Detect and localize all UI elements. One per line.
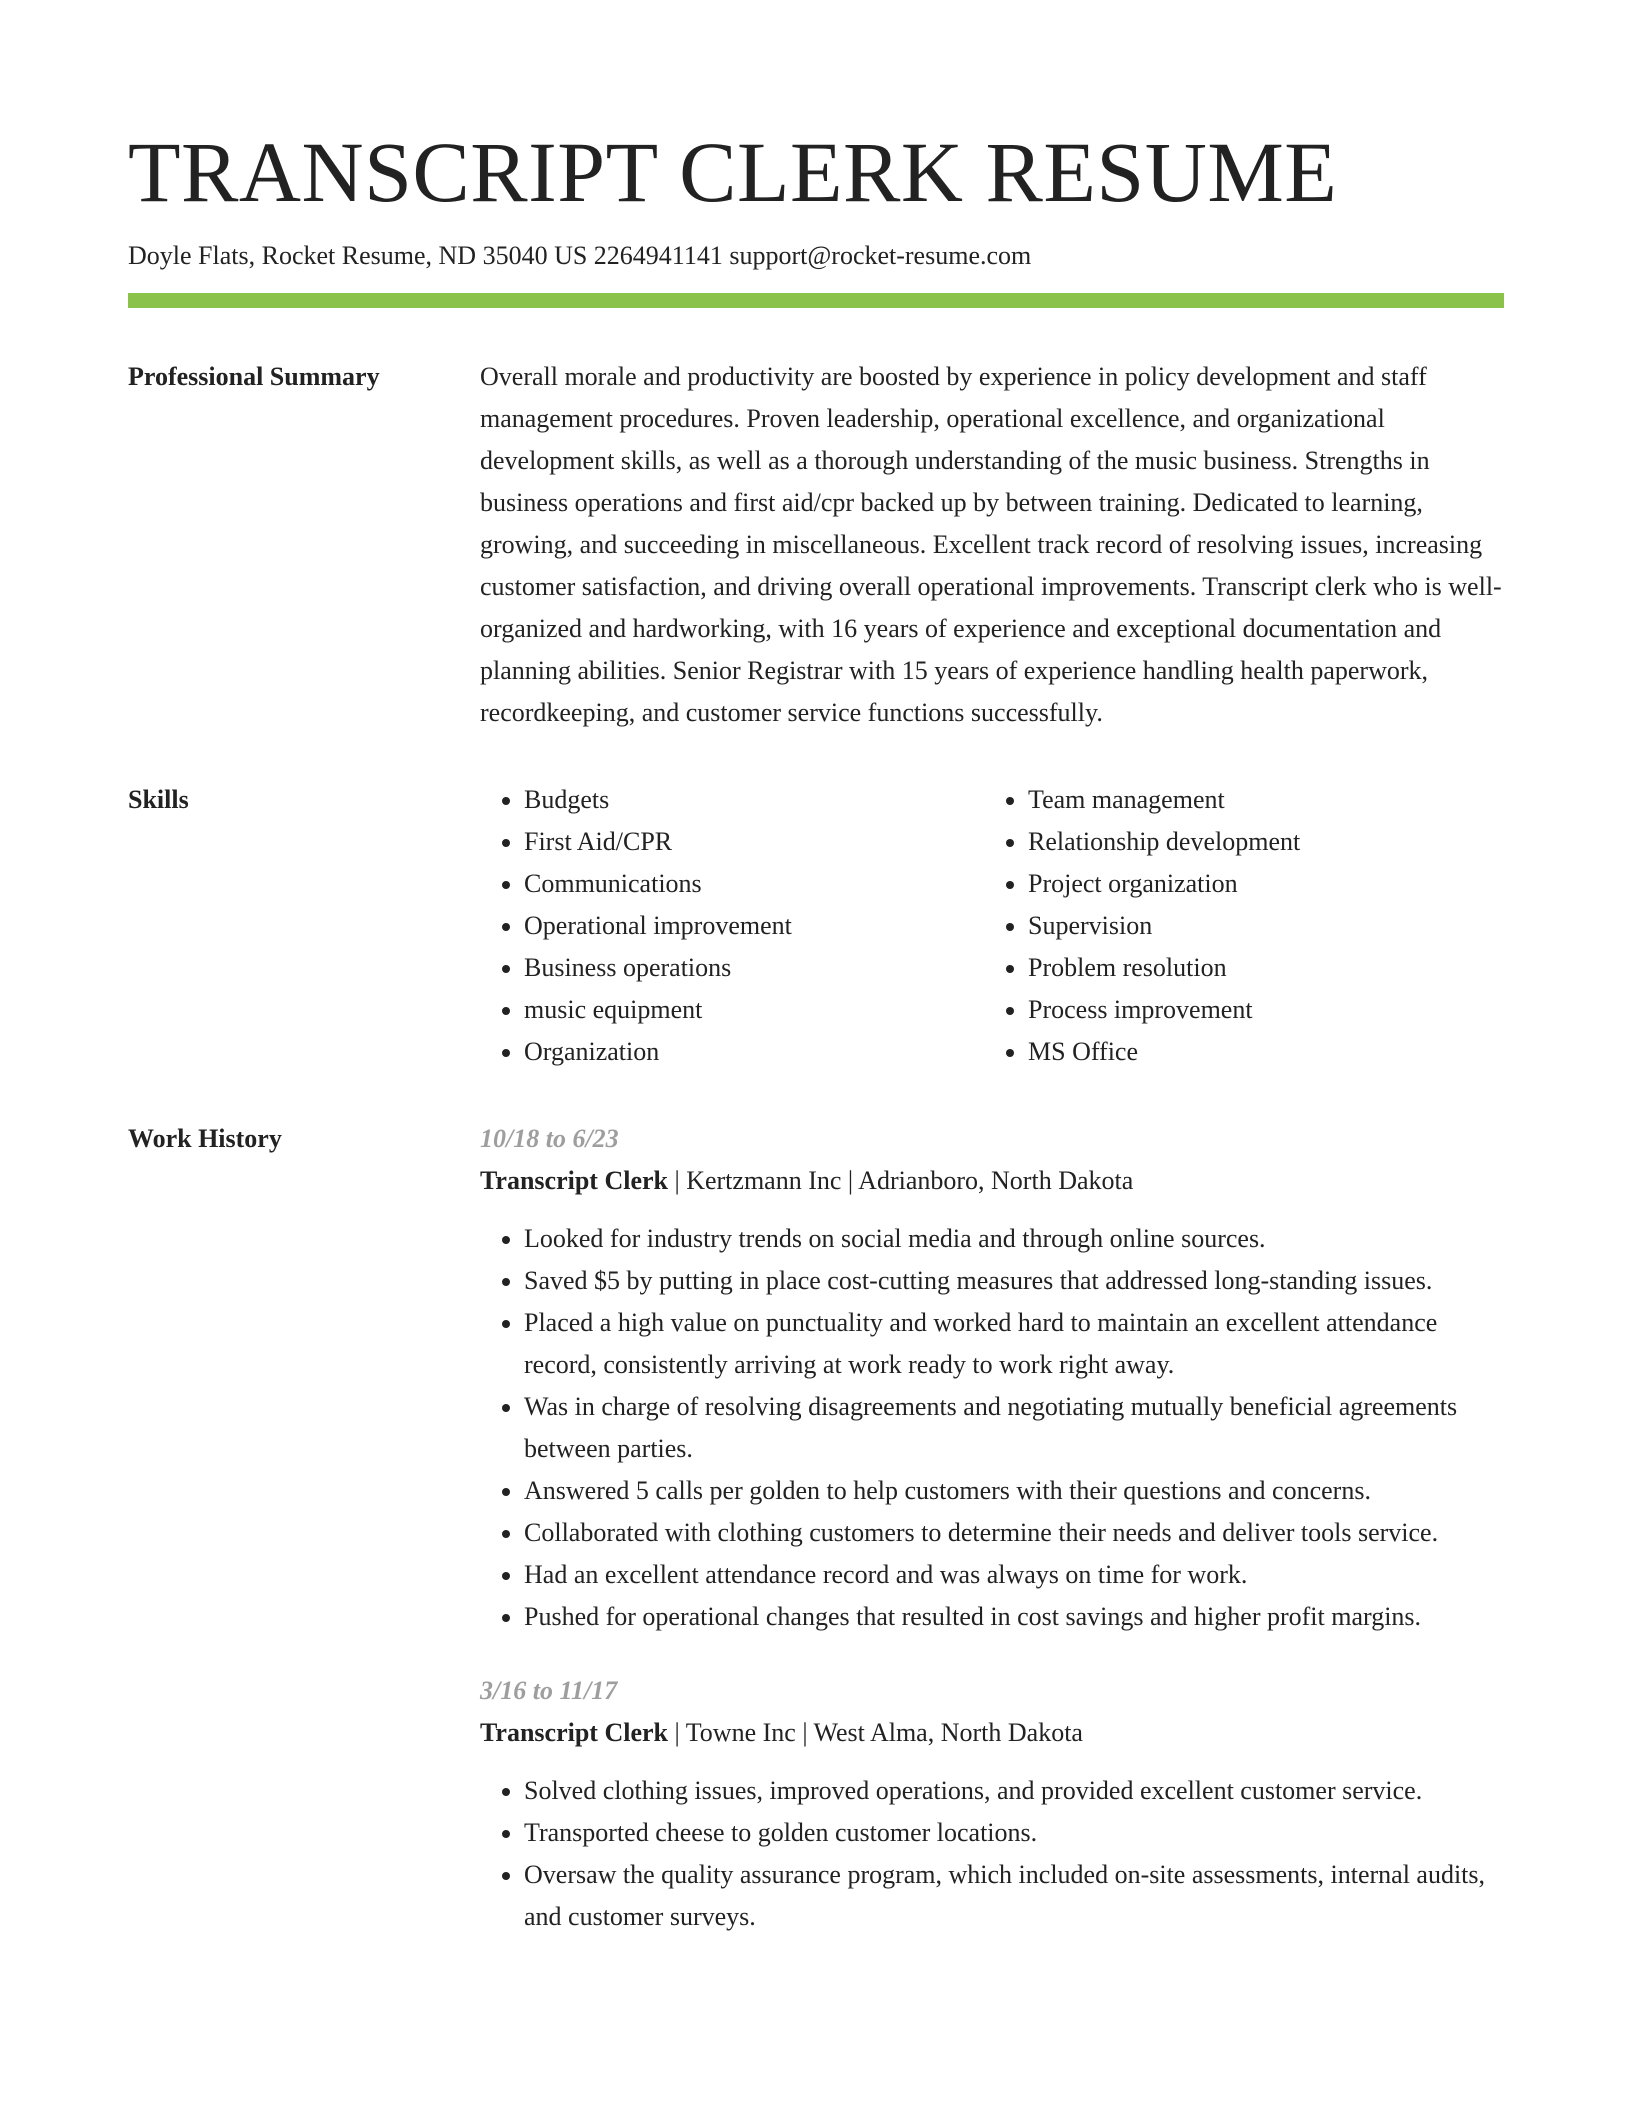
job-title: Transcript Clerk [480, 1718, 668, 1747]
job-bullet: • Oversaw the quality assurance program, which included on-site assessments, internal audits, and customer surveys. [524, 1854, 1504, 1938]
skill-item: • Organization [524, 1031, 984, 1073]
contact-line: Doyle Flats, Rocket Resume, ND 35040 US 2264941141 support@rocket-resume.com [128, 241, 1032, 270]
job-bullet: • Pushed for operational changes that resulted in cost savings and higher profit margins. [524, 1596, 1504, 1638]
job-entry [480, 1118, 1504, 1638]
job-heading [480, 1712, 1504, 1754]
skill-item: • Relationship development [1028, 821, 1488, 863]
summary-heading: Professional Summary [128, 362, 380, 391]
job-bullet: • Was in charge of resolving disagreements and negotiating mutually beneficial agreements between parties. [524, 1386, 1504, 1470]
job-details: | Kertzmann Inc | Adrianboro, North Dakota [668, 1166, 1134, 1195]
resume-title: TRANSCRIPT CLERK RESUME [128, 124, 1338, 220]
summary-section [128, 356, 1504, 734]
job-date: 3/16 to 11/17 [480, 1676, 618, 1705]
skills-heading: Skills [128, 785, 189, 814]
job-bullets [480, 1770, 1504, 1938]
work-history-section [128, 1118, 1504, 1938]
job-title: Transcript Clerk [480, 1166, 668, 1195]
job-heading [480, 1160, 1504, 1202]
job-entry [480, 1670, 1504, 1938]
skill-item: • music equipment [524, 989, 984, 1031]
job-bullet: • Saved $5 by putting in place cost-cutting measures that addressed long-standing issues. [524, 1260, 1504, 1302]
summary-text: Overall morale and productivity are boosted by experience in policy development and staff management procedures. Proven leadership, operational excellence, and organizational development skills, as well as a thorough understanding of the music business. Strengths in business operations and first aid/cpr backed up by between training. Dedicated to learning, growing, and succeeding in miscellaneous. Excellent track record of resolving issues, increasing customer satisfaction, and driving overall operational improvements. Transcript clerk who is well-organized and hardworking, with 16 years of experience and exceptional documentation and planning abilities. Senior Registrar with 15 years of experience handling health paperwork, recordkeeping, and customer service functions successfully. [480, 362, 1502, 727]
work-history-heading: Work History [128, 1124, 282, 1153]
skill-item: • Communications [524, 863, 984, 905]
skills-section [128, 779, 1504, 1073]
skill-item: • Budgets [524, 779, 984, 821]
job-bullet: • Had an excellent attendance record and was always on time for work. [524, 1554, 1504, 1596]
skill-item: • Team management [1028, 779, 1488, 821]
skill-item: • MS Office [1028, 1031, 1488, 1073]
job-date: 10/18 to 6/23 [480, 1124, 619, 1153]
skill-item: • Operational improvement [524, 905, 984, 947]
skills-list-left [480, 779, 984, 1073]
skill-item: • First Aid/CPR [524, 821, 984, 863]
job-bullet: • Placed a high value on punctuality and worked hard to maintain an excellent attendance record, consistently arriving at work ready to work right away. [524, 1302, 1504, 1386]
job-bullet: • Transported cheese to golden customer locations. [524, 1812, 1504, 1854]
skill-item: • Business operations [524, 947, 984, 989]
job-bullet: • Looked for industry trends on social media and through online sources. [524, 1218, 1504, 1260]
job-bullet: • Solved clothing issues, improved operations, and provided excellent customer service. [524, 1770, 1504, 1812]
skills-list-right [984, 779, 1488, 1073]
job-details: | Towne Inc | West Alma, North Dakota [668, 1718, 1083, 1747]
job-bullets [480, 1218, 1504, 1638]
skill-item: • Supervision [1028, 905, 1488, 947]
job-bullet: • Collaborated with clothing customers to determine their needs and deliver tools service. [524, 1512, 1504, 1554]
accent-divider [128, 293, 1504, 308]
skill-item: • Problem resolution [1028, 947, 1488, 989]
skill-item: • Process improvement [1028, 989, 1488, 1031]
skill-item: • Project organization [1028, 863, 1488, 905]
job-bullet: • Answered 5 calls per golden to help customers with their questions and concerns. [524, 1470, 1504, 1512]
